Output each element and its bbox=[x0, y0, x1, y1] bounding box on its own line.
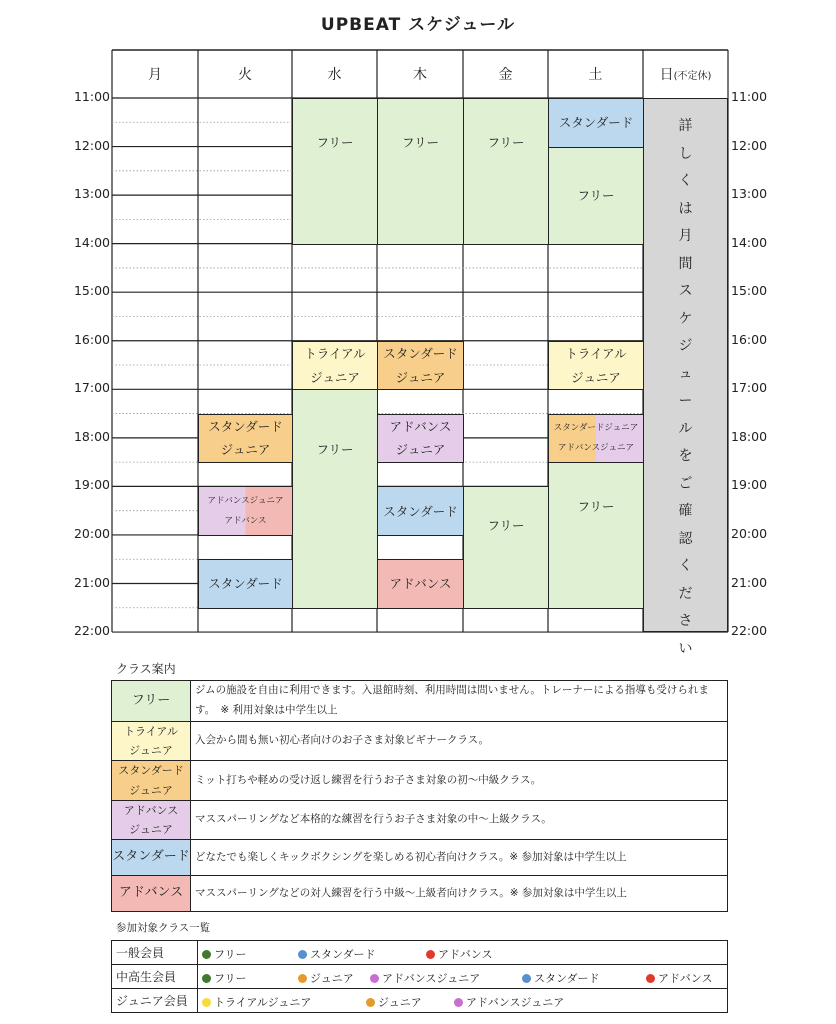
sunday-message-char: ケ bbox=[678, 310, 693, 327]
session-label: トライアル bbox=[304, 346, 366, 362]
sunday-message-char: 月 bbox=[678, 228, 693, 244]
sunday-message-char: は bbox=[678, 200, 693, 217]
class-guide-row bbox=[112, 721, 728, 761]
color-dot-icon bbox=[202, 998, 211, 1007]
day-header: 火 bbox=[238, 67, 252, 83]
session-block bbox=[377, 559, 464, 609]
sunday-message-char: ー bbox=[678, 393, 693, 409]
sunday-message-char: を bbox=[678, 448, 693, 464]
class-name-cell bbox=[112, 800, 191, 840]
time-label: 15:00 bbox=[731, 283, 768, 299]
session-label: トライアル bbox=[565, 346, 627, 362]
class-guide-row bbox=[112, 761, 728, 801]
class-chip bbox=[202, 994, 311, 1010]
time-label: 18:00 bbox=[73, 428, 110, 444]
session-block bbox=[292, 389, 378, 608]
time-label: 11:00 bbox=[73, 89, 110, 104]
color-dot-icon bbox=[426, 950, 435, 959]
member-type: 中高生会員 bbox=[112, 965, 198, 989]
class-name: アドバンス bbox=[123, 803, 179, 817]
class-guide-row bbox=[112, 840, 728, 876]
page-title: UPBEAT スケジュール bbox=[320, 15, 516, 35]
class-chip-label: アドバンスジュニア bbox=[382, 972, 481, 985]
class-chip-label: アドバンス bbox=[438, 948, 493, 961]
class-name-cell bbox=[112, 681, 191, 722]
day-header: 木 bbox=[413, 67, 427, 83]
class-name-cell bbox=[112, 840, 191, 876]
session-block bbox=[198, 414, 293, 464]
time-label: 18:00 bbox=[731, 428, 768, 444]
class-chip-label: フリー bbox=[214, 972, 247, 985]
session-label: ジュニア bbox=[220, 442, 271, 458]
session-block bbox=[198, 486, 293, 536]
member-row bbox=[112, 941, 728, 965]
sunday-message-char: く bbox=[678, 558, 693, 574]
session-block bbox=[548, 414, 644, 464]
class-description: 入会から間も無い初心者向けのお子さま対象ビギナークラス。 bbox=[191, 721, 728, 761]
session-label: アドバンスジュニア bbox=[207, 495, 284, 506]
color-dot-icon bbox=[298, 974, 307, 983]
member-row bbox=[112, 965, 728, 989]
class-description: ミット打ちや軽めの受け返し練習を行うお子さま対象の初〜中級クラス。 bbox=[191, 761, 728, 801]
session-label: アドバンスジュニア bbox=[558, 443, 634, 454]
time-label: 16:00 bbox=[731, 331, 768, 347]
class-description: マススパーリングなどの対人練習を行う中級〜上級者向けクラス。※ 参加対象は中学生以上 bbox=[191, 876, 728, 912]
class-chip bbox=[426, 946, 492, 962]
color-dot-icon bbox=[454, 998, 463, 1007]
color-dot-icon bbox=[202, 974, 211, 983]
sunday-message-char: さ bbox=[678, 613, 693, 629]
members-heading: 参加対象クラス一覧 bbox=[116, 922, 211, 934]
time-label: 21:00 bbox=[73, 574, 110, 590]
session-block bbox=[463, 486, 549, 608]
session-block bbox=[463, 98, 549, 245]
time-label: 17:00 bbox=[73, 380, 110, 396]
member-classes bbox=[198, 965, 728, 989]
time-label: 22:00 bbox=[73, 623, 110, 639]
time-label: 12:00 bbox=[73, 137, 110, 153]
session-block bbox=[292, 341, 378, 391]
class-chip-label: ジュニア bbox=[378, 996, 422, 1009]
session-block bbox=[548, 462, 644, 609]
member-row bbox=[112, 989, 728, 1013]
class-chip-label: フリー bbox=[214, 948, 247, 961]
class-name: スタンダード bbox=[118, 764, 184, 778]
class-chip bbox=[370, 970, 480, 986]
class-description: どなたでも楽しくキックボクシングを楽しめる初心者向けクラス。※ 参加対象は中学生以上 bbox=[191, 840, 728, 876]
class-name: アドバンス bbox=[118, 885, 184, 901]
color-dot-icon bbox=[366, 998, 375, 1007]
class-chip bbox=[298, 970, 354, 986]
sunday-message-char: し bbox=[678, 145, 693, 162]
time-label: 13:00 bbox=[731, 186, 768, 202]
session-label: フリー bbox=[577, 188, 615, 204]
color-dot-icon bbox=[298, 950, 307, 959]
class-guide-row bbox=[112, 800, 728, 840]
day-header: 土 bbox=[588, 67, 603, 83]
class-name: スタンダード bbox=[112, 849, 190, 865]
class-name-cell bbox=[112, 761, 191, 801]
session-block bbox=[198, 559, 293, 609]
time-label: 20:00 bbox=[731, 525, 768, 541]
time-label: 22:00 bbox=[731, 623, 768, 639]
color-dot-icon bbox=[202, 950, 211, 959]
class-name: ジュニア bbox=[129, 783, 173, 797]
sunday-message-char: 詳 bbox=[678, 118, 693, 134]
sunday-closed-block bbox=[643, 98, 728, 657]
sunday-message-char: だ bbox=[678, 585, 693, 602]
session-label: アドバンス bbox=[224, 516, 267, 527]
time-label: 21:00 bbox=[731, 574, 768, 590]
sunday-message-char: ュ bbox=[678, 365, 693, 382]
class-chip-label: スタンダード bbox=[534, 972, 600, 985]
time-label: 20:00 bbox=[73, 525, 110, 541]
session-label: フリー bbox=[401, 135, 439, 151]
day-header: 金 bbox=[498, 67, 513, 83]
sunday-message-char: 認 bbox=[678, 530, 693, 547]
sunday-message-char: く bbox=[678, 173, 693, 189]
session-label: ジュニア bbox=[395, 442, 446, 458]
sunday-note: (不定休) bbox=[673, 70, 712, 82]
time-label: 16:00 bbox=[73, 331, 110, 347]
sunday-label: 日 bbox=[659, 67, 674, 83]
class-name-cell bbox=[112, 876, 191, 912]
session-label: フリー bbox=[316, 135, 354, 151]
sunday-message-char: ジ bbox=[678, 338, 693, 354]
session-label: スタンダード bbox=[383, 346, 458, 362]
session-block bbox=[377, 414, 464, 464]
members-table bbox=[111, 940, 728, 1013]
class-chip bbox=[646, 970, 712, 986]
sunday-message-char: ご bbox=[678, 475, 693, 492]
session-label: アドバンス bbox=[389, 576, 452, 592]
class-chip-label: スタンダード bbox=[310, 948, 376, 961]
class-description: マススパーリングなど本格的な練習を行うお子さま対象の中〜上級クラス。 bbox=[191, 800, 728, 840]
session-block bbox=[548, 341, 644, 391]
time-label: 19:00 bbox=[73, 477, 110, 493]
class-chip-label: アドバンス bbox=[658, 972, 713, 985]
session-label: スタンダード bbox=[558, 115, 634, 131]
day-header: 水 bbox=[327, 67, 342, 83]
session-label: アドバンス bbox=[389, 419, 452, 435]
class-name: ジュニア bbox=[129, 823, 173, 837]
class-chip bbox=[454, 994, 564, 1010]
class-chip bbox=[522, 970, 600, 986]
class-guide-row bbox=[112, 876, 728, 912]
session-block bbox=[548, 98, 644, 148]
time-label: 14:00 bbox=[731, 234, 768, 250]
class-chip-label: アドバンスジュニア bbox=[466, 996, 565, 1009]
member-classes bbox=[198, 989, 728, 1013]
session-label: スタンダード bbox=[208, 576, 283, 592]
time-label: 19:00 bbox=[731, 477, 768, 493]
class-name: トライアル bbox=[124, 724, 178, 738]
session-label: フリー bbox=[487, 518, 525, 534]
class-guide-row bbox=[112, 681, 728, 722]
session-label: スタンダード bbox=[383, 503, 458, 519]
session-label: スタンダード bbox=[208, 419, 283, 435]
class-chip bbox=[366, 994, 422, 1010]
color-dot-icon bbox=[370, 974, 379, 983]
member-classes bbox=[198, 941, 728, 965]
class-chip bbox=[202, 946, 247, 962]
time-label: 14:00 bbox=[73, 234, 110, 250]
time-label: 11:00 bbox=[731, 89, 768, 104]
session-block bbox=[548, 147, 644, 245]
color-dot-icon bbox=[646, 974, 655, 983]
member-type: ジュニア会員 bbox=[112, 989, 198, 1013]
session-label: フリー bbox=[577, 499, 615, 515]
sunday-message-char: い bbox=[678, 640, 693, 657]
session-block bbox=[377, 98, 464, 245]
session-label: ジュニア bbox=[395, 369, 446, 385]
session-block bbox=[377, 341, 464, 391]
sunday-message-char: 確 bbox=[678, 503, 693, 519]
class-name: フリー bbox=[131, 692, 171, 708]
class-name: ジュニア bbox=[129, 744, 173, 758]
color-dot-icon bbox=[522, 974, 531, 983]
sunday-message-char: ル bbox=[678, 420, 693, 437]
time-label: 13:00 bbox=[73, 186, 110, 202]
class-description: ジムの施設を自由に利用できます。入退館時刻、利用時間は問いません。トレーナーによる指導も受けられます。 ※ 利用対象は中学生以上 bbox=[191, 681, 728, 722]
sunday-message-char: ス bbox=[678, 283, 693, 299]
sunday-message-char: 間 bbox=[678, 255, 693, 272]
class-guide-heading: クラス案内 bbox=[116, 662, 176, 676]
class-chip-label: トライアルジュニア bbox=[214, 996, 312, 1009]
day-header: 月 bbox=[148, 67, 162, 83]
time-label: 12:00 bbox=[731, 137, 768, 153]
session-label: ジュニア bbox=[310, 369, 360, 385]
session-label: スタンダードジュニア bbox=[553, 422, 639, 433]
day-header-sunday bbox=[643, 50, 728, 98]
class-chip-label: ジュニア bbox=[310, 972, 354, 985]
class-chip bbox=[202, 970, 247, 986]
time-label: 15:00 bbox=[73, 283, 110, 299]
session-label: フリー bbox=[316, 442, 354, 458]
time-label: 17:00 bbox=[731, 380, 768, 396]
class-chip bbox=[298, 946, 376, 962]
session-label: フリー bbox=[487, 135, 525, 151]
session-label: ジュニア bbox=[571, 369, 621, 385]
class-name-cell bbox=[112, 721, 191, 761]
class-guide-table bbox=[111, 680, 728, 912]
session-block bbox=[377, 486, 464, 536]
member-type: 一般会員 bbox=[112, 941, 198, 965]
session-block bbox=[292, 98, 378, 245]
